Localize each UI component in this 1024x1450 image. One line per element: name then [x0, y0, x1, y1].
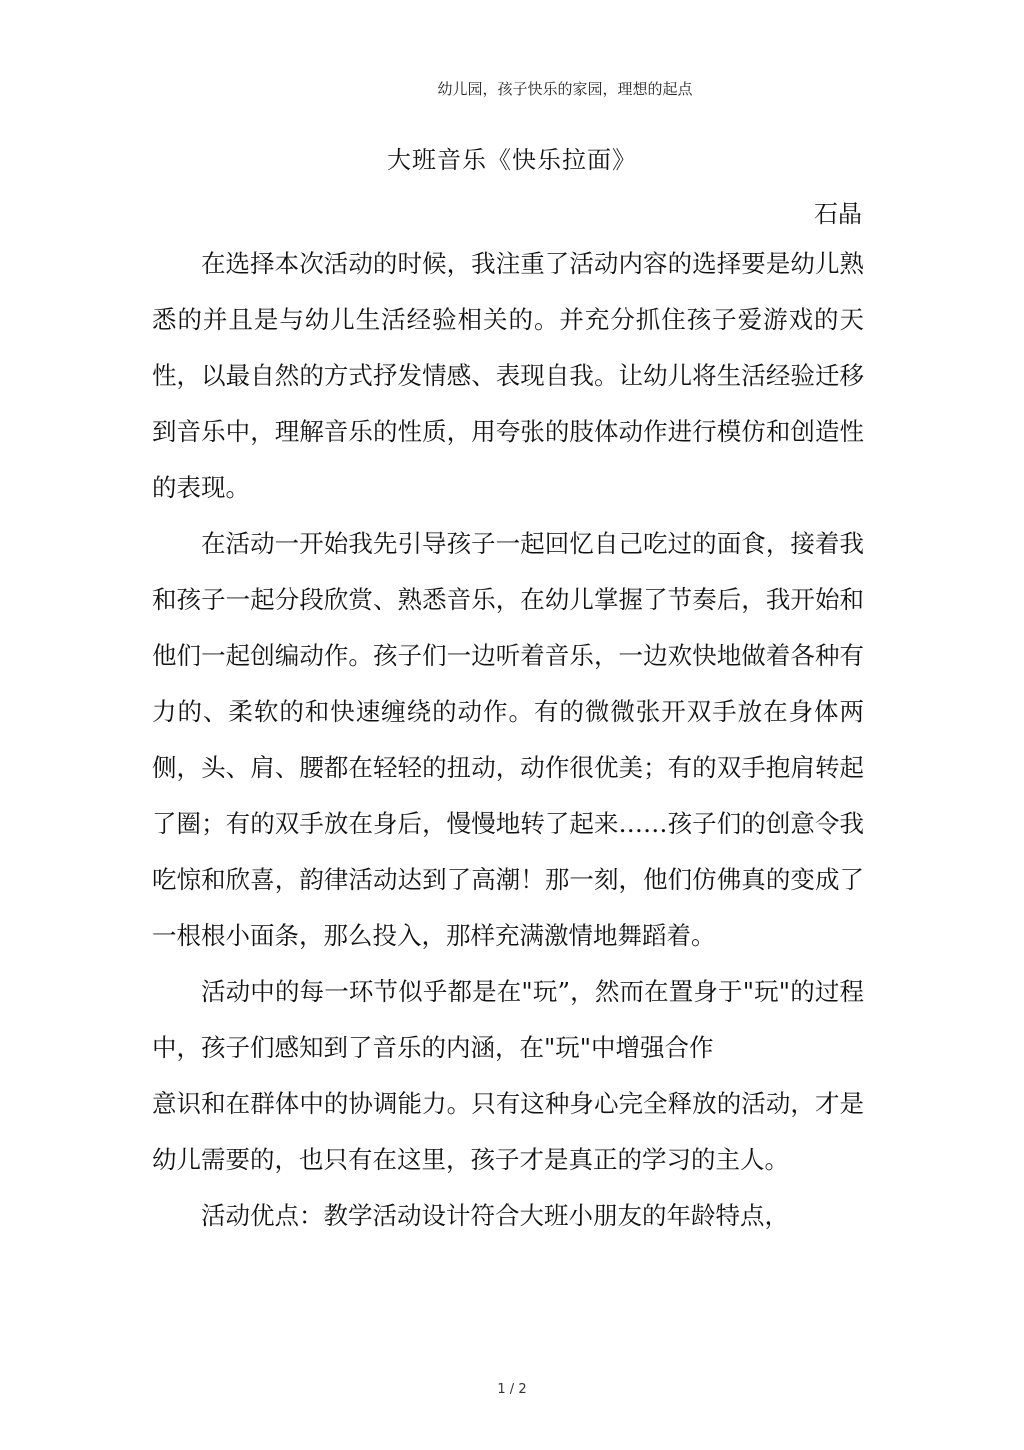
paragraph-1: 在选择本次活动的时候，我注重了活动内容的选择要是幼儿熟悉的并且是与幼儿生活经验相关的。并充分抓住孩子爱游戏的天性，以最自然的方式抒发情感、表现自我。让幼儿将生活经验迁移到音乐中，理解音乐的性质，用夸张的肢体动作进行模仿和创造性的表现。	[152, 249, 864, 502]
paragraph-2: 在活动一开始我先引导孩子一起回忆自己吃过的面食，接着我和孩子一起分段欣赏、熟悉音乐，在幼儿掌握了节奏后，我开始和他们一起创编动作。孩子们一边听着音乐，一边欢快地做着各种有力的、柔软的和快速缠绕的动作。有的微微张开双手放在身体两侧，头、肩、腰都在轻轻的扭动，动作很优美；有的双手抱肩转起了圈；有的双手放在身后，慢慢地转了起来……孩子们的创意令我吃惊和欣喜，韵律活动达到了高潮！那一刻，他们仿佛真的变成了一根根小面条，那么投入，那样充满激情地舞蹈着。	[152, 529, 864, 950]
paragraph-3-continuation: 意识和在群体中的协调能力。只有这种身心完全释放的活动，才是幼儿需要的，也只有在这里，孩子才是真正的学习的主人。	[152, 1089, 864, 1174]
paragraph-4: 活动优点：教学活动设计符合大班小朋友的年龄特点，	[201, 1201, 789, 1230]
author-name: 石晶	[814, 200, 862, 228]
document-title: 大班音乐《快乐拉面》	[387, 146, 637, 174]
document-body	[152, 236, 864, 1244]
page-header: 幼儿园，孩子快乐的家园，理想的起点	[437, 80, 693, 98]
paragraph-3: 活动中的每一环节似乎都是在"玩”，然而在置身于"玩"的过程中，孩子们感知到了音乐的内涵，在"玩"中增强合作	[152, 977, 864, 1062]
page-number: 1 / 2	[497, 1382, 527, 1397]
